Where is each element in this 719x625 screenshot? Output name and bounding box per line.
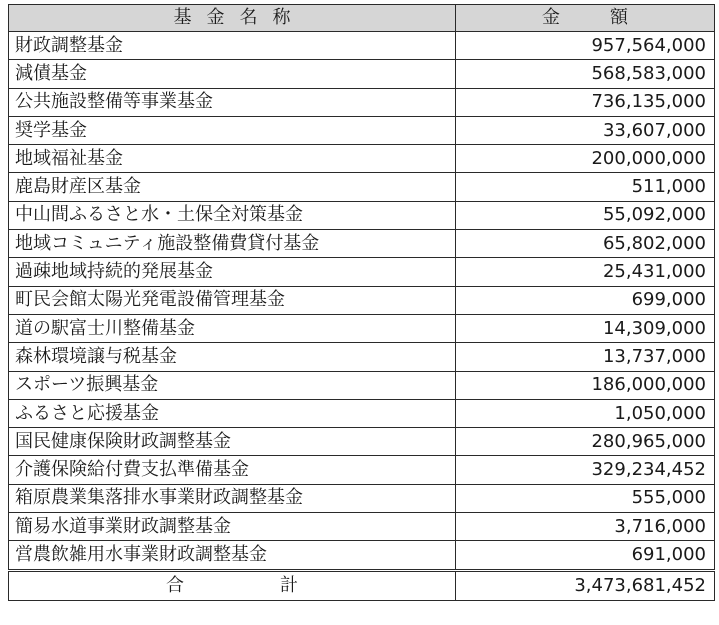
fund-amount-cell: 33,607,000 bbox=[456, 116, 715, 144]
fund-amount-cell: 200,000,000 bbox=[456, 145, 715, 173]
fund-name-cell: 道の駅富士川整備基金 bbox=[9, 314, 456, 342]
fund-name-cell: スポーツ振興基金 bbox=[9, 371, 456, 399]
fund-name-cell: 奨学基金 bbox=[9, 116, 456, 144]
fund-name-cell: 国民健康保険財政調整基金 bbox=[9, 428, 456, 456]
fund-amount-cell: 511,000 bbox=[456, 173, 715, 201]
table-row bbox=[9, 541, 715, 570]
fund-table-container bbox=[8, 4, 715, 601]
fund-amount-cell: 329,234,452 bbox=[456, 456, 715, 484]
table-row bbox=[9, 343, 715, 371]
fund-name-cell: 町民会館太陽光発電設備管理基金 bbox=[9, 286, 456, 314]
fund-amount-cell: 25,431,000 bbox=[456, 258, 715, 286]
fund-name-cell: 森林環境譲与税基金 bbox=[9, 343, 456, 371]
fund-amount-cell: 55,092,000 bbox=[456, 201, 715, 229]
fund-name-cell: 財政調整基金 bbox=[9, 32, 456, 60]
table-row bbox=[9, 484, 715, 512]
total-label bbox=[9, 570, 456, 600]
table-row bbox=[9, 258, 715, 286]
fund-name-cell: 地域コミュニティ施設整備費貸付基金 bbox=[9, 230, 456, 258]
fund-name-cell: 過疎地域持続的発展基金 bbox=[9, 258, 456, 286]
table-row bbox=[9, 230, 715, 258]
table-row bbox=[9, 60, 715, 88]
total-amount: 3,473,681,452 bbox=[456, 570, 715, 600]
header-amount-label: 金額 bbox=[542, 7, 678, 28]
table-row bbox=[9, 116, 715, 144]
fund-name-cell: 中山間ふるさと水・土保全対策基金 bbox=[9, 201, 456, 229]
total-label-part2: 計 bbox=[280, 574, 298, 596]
fund-amount-cell: 1,050,000 bbox=[456, 399, 715, 427]
header-row bbox=[9, 5, 715, 32]
header-fund-name bbox=[9, 5, 456, 32]
fund-name-cell: 箱原農業集落排水事業財政調整基金 bbox=[9, 484, 456, 512]
fund-balance-table bbox=[8, 4, 715, 601]
header-fund-name-label: 基金名称 bbox=[173, 7, 306, 28]
fund-name-cell: 地域福祉基金 bbox=[9, 145, 456, 173]
fund-name-cell: 介護保険給付費支払準備基金 bbox=[9, 456, 456, 484]
table-row bbox=[9, 456, 715, 484]
table-row bbox=[9, 513, 715, 541]
fund-amount-cell: 699,000 bbox=[456, 286, 715, 314]
fund-amount-cell: 691,000 bbox=[456, 541, 715, 570]
table-row bbox=[9, 201, 715, 229]
table-header bbox=[9, 5, 715, 32]
fund-amount-cell: 65,802,000 bbox=[456, 230, 715, 258]
table-row bbox=[9, 399, 715, 427]
total-row bbox=[9, 570, 715, 600]
table-row bbox=[9, 286, 715, 314]
fund-name-cell: 営農飲雑用水事業財政調整基金 bbox=[9, 541, 456, 570]
table-footer bbox=[9, 570, 715, 600]
total-label-part1: 合 bbox=[166, 574, 184, 596]
table-row bbox=[9, 145, 715, 173]
fund-amount-cell: 568,583,000 bbox=[456, 60, 715, 88]
fund-name-cell: ふるさと応援基金 bbox=[9, 399, 456, 427]
fund-name-cell: 鹿島財産区基金 bbox=[9, 173, 456, 201]
table-row bbox=[9, 371, 715, 399]
table-row bbox=[9, 314, 715, 342]
fund-amount-cell: 736,135,000 bbox=[456, 88, 715, 116]
fund-amount-cell: 13,737,000 bbox=[456, 343, 715, 371]
fund-name-cell: 公共施設整備等事業基金 bbox=[9, 88, 456, 116]
table-row bbox=[9, 32, 715, 60]
fund-amount-cell: 186,000,000 bbox=[456, 371, 715, 399]
fund-amount-cell: 3,716,000 bbox=[456, 513, 715, 541]
fund-name-cell: 減債基金 bbox=[9, 60, 456, 88]
table-row bbox=[9, 88, 715, 116]
fund-amount-cell: 280,965,000 bbox=[456, 428, 715, 456]
fund-amount-cell: 555,000 bbox=[456, 484, 715, 512]
fund-amount-cell: 14,309,000 bbox=[456, 314, 715, 342]
fund-amount-cell: 957,564,000 bbox=[456, 32, 715, 60]
header-amount bbox=[456, 5, 715, 32]
table-row bbox=[9, 428, 715, 456]
table-body bbox=[9, 32, 715, 571]
table-row bbox=[9, 173, 715, 201]
fund-name-cell: 簡易水道事業財政調整基金 bbox=[9, 513, 456, 541]
